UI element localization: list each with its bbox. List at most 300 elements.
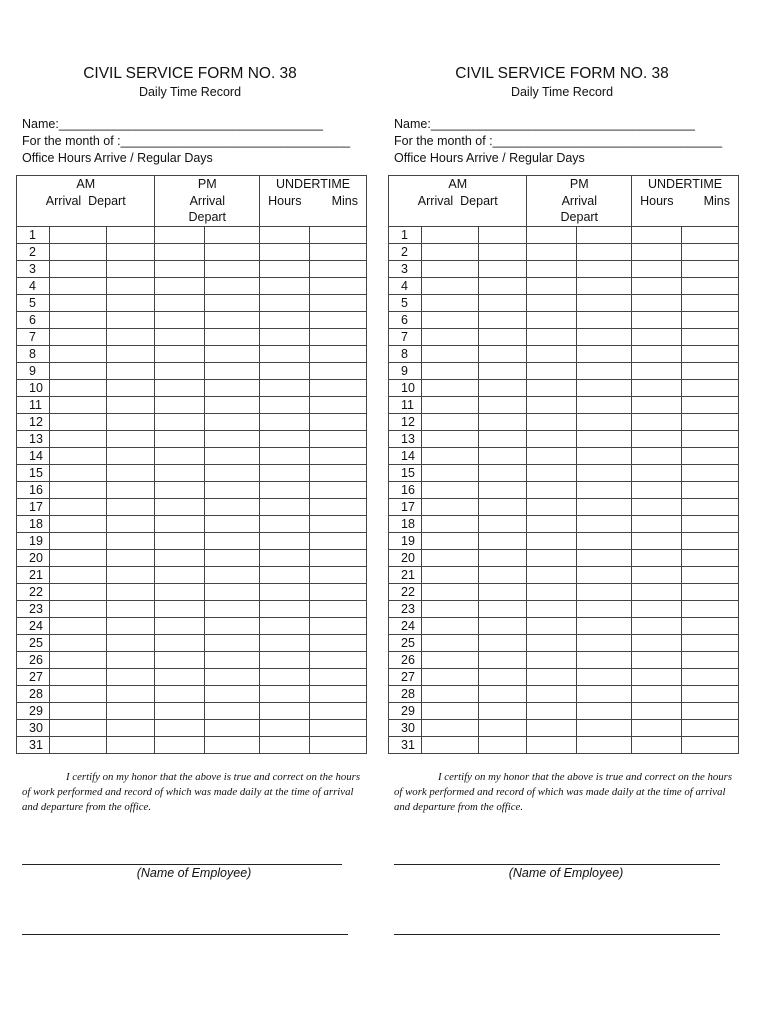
time-entry-cell[interactable] xyxy=(682,720,739,737)
time-entry-cell[interactable] xyxy=(421,584,478,601)
time-entry-cell[interactable] xyxy=(205,516,260,533)
time-entry-cell[interactable] xyxy=(577,397,632,414)
time-entry-cell[interactable] xyxy=(155,737,205,754)
time-entry-cell[interactable] xyxy=(155,380,205,397)
time-entry-cell[interactable] xyxy=(310,703,367,720)
time-entry-cell[interactable] xyxy=(106,533,155,550)
time-entry-cell[interactable] xyxy=(205,227,260,244)
time-entry-cell[interactable] xyxy=(205,278,260,295)
time-entry-cell[interactable] xyxy=(632,227,682,244)
time-entry-cell[interactable] xyxy=(478,737,527,754)
time-entry-cell[interactable] xyxy=(205,312,260,329)
time-entry-cell[interactable] xyxy=(682,567,739,584)
time-entry-cell[interactable] xyxy=(527,227,577,244)
time-entry-cell[interactable] xyxy=(310,635,367,652)
time-entry-cell[interactable] xyxy=(155,414,205,431)
time-entry-cell[interactable] xyxy=(205,482,260,499)
time-entry-cell[interactable] xyxy=(632,261,682,278)
time-entry-cell[interactable] xyxy=(310,686,367,703)
time-entry-cell[interactable] xyxy=(527,431,577,448)
time-entry-cell[interactable] xyxy=(527,499,577,516)
time-entry-cell[interactable] xyxy=(421,278,478,295)
time-entry-cell[interactable] xyxy=(49,686,106,703)
time-entry-cell[interactable] xyxy=(632,482,682,499)
time-entry-cell[interactable] xyxy=(260,533,310,550)
time-entry-cell[interactable] xyxy=(682,329,739,346)
time-entry-cell[interactable] xyxy=(632,516,682,533)
time-entry-cell[interactable] xyxy=(421,397,478,414)
time-entry-cell[interactable] xyxy=(421,329,478,346)
time-entry-cell[interactable] xyxy=(155,431,205,448)
time-entry-cell[interactable] xyxy=(106,465,155,482)
time-entry-cell[interactable] xyxy=(49,295,106,312)
time-entry-cell[interactable] xyxy=(577,227,632,244)
time-entry-cell[interactable] xyxy=(682,601,739,618)
time-entry-cell[interactable] xyxy=(260,397,310,414)
time-entry-cell[interactable] xyxy=(155,465,205,482)
time-entry-cell[interactable] xyxy=(205,567,260,584)
time-entry-cell[interactable] xyxy=(260,414,310,431)
time-entry-cell[interactable] xyxy=(682,227,739,244)
time-entry-cell[interactable] xyxy=(527,601,577,618)
time-entry-cell[interactable] xyxy=(682,499,739,516)
time-entry-cell[interactable] xyxy=(260,363,310,380)
time-entry-cell[interactable] xyxy=(682,431,739,448)
time-entry-cell[interactable] xyxy=(260,227,310,244)
time-entry-cell[interactable] xyxy=(260,346,310,363)
time-entry-cell[interactable] xyxy=(421,244,478,261)
time-entry-cell[interactable] xyxy=(106,499,155,516)
time-entry-cell[interactable] xyxy=(49,669,106,686)
time-entry-cell[interactable] xyxy=(632,397,682,414)
time-entry-cell[interactable] xyxy=(155,618,205,635)
time-entry-cell[interactable] xyxy=(577,414,632,431)
time-entry-cell[interactable] xyxy=(577,516,632,533)
time-entry-cell[interactable] xyxy=(577,244,632,261)
time-entry-cell[interactable] xyxy=(577,635,632,652)
time-entry-cell[interactable] xyxy=(421,448,478,465)
time-entry-cell[interactable] xyxy=(527,635,577,652)
time-entry-cell[interactable] xyxy=(310,380,367,397)
time-entry-cell[interactable] xyxy=(49,227,106,244)
time-entry-cell[interactable] xyxy=(527,550,577,567)
time-entry-cell[interactable] xyxy=(155,312,205,329)
time-entry-cell[interactable] xyxy=(310,533,367,550)
time-entry-cell[interactable] xyxy=(577,703,632,720)
time-entry-cell[interactable] xyxy=(421,431,478,448)
time-entry-cell[interactable] xyxy=(577,737,632,754)
time-entry-cell[interactable] xyxy=(527,397,577,414)
time-entry-cell[interactable] xyxy=(260,380,310,397)
time-entry-cell[interactable] xyxy=(49,363,106,380)
time-entry-cell[interactable] xyxy=(632,652,682,669)
time-entry-cell[interactable] xyxy=(478,567,527,584)
time-entry-cell[interactable] xyxy=(155,584,205,601)
time-entry-cell[interactable] xyxy=(49,329,106,346)
time-entry-cell[interactable] xyxy=(260,720,310,737)
time-entry-cell[interactable] xyxy=(682,448,739,465)
time-entry-cell[interactable] xyxy=(260,669,310,686)
time-entry-cell[interactable] xyxy=(310,669,367,686)
time-entry-cell[interactable] xyxy=(310,278,367,295)
time-entry-cell[interactable] xyxy=(106,363,155,380)
time-entry-cell[interactable] xyxy=(49,431,106,448)
time-entry-cell[interactable] xyxy=(478,346,527,363)
time-entry-cell[interactable] xyxy=(106,652,155,669)
time-entry-cell[interactable] xyxy=(49,499,106,516)
time-entry-cell[interactable] xyxy=(155,227,205,244)
time-entry-cell[interactable] xyxy=(478,703,527,720)
time-entry-cell[interactable] xyxy=(49,720,106,737)
time-entry-cell[interactable] xyxy=(310,720,367,737)
time-entry-cell[interactable] xyxy=(527,329,577,346)
time-entry-cell[interactable] xyxy=(682,312,739,329)
time-entry-cell[interactable] xyxy=(155,448,205,465)
time-entry-cell[interactable] xyxy=(106,380,155,397)
time-entry-cell[interactable] xyxy=(632,584,682,601)
time-entry-cell[interactable] xyxy=(260,295,310,312)
time-entry-cell[interactable] xyxy=(106,346,155,363)
time-entry-cell[interactable] xyxy=(205,295,260,312)
time-entry-cell[interactable] xyxy=(49,482,106,499)
time-entry-cell[interactable] xyxy=(155,703,205,720)
time-entry-cell[interactable] xyxy=(106,635,155,652)
time-entry-cell[interactable] xyxy=(682,703,739,720)
time-entry-cell[interactable] xyxy=(106,312,155,329)
time-entry-cell[interactable] xyxy=(478,278,527,295)
time-entry-cell[interactable] xyxy=(478,295,527,312)
time-entry-cell[interactable] xyxy=(260,482,310,499)
time-entry-cell[interactable] xyxy=(478,448,527,465)
time-entry-cell[interactable] xyxy=(478,312,527,329)
time-entry-cell[interactable] xyxy=(49,567,106,584)
time-entry-cell[interactable] xyxy=(632,312,682,329)
time-entry-cell[interactable] xyxy=(577,380,632,397)
time-entry-cell[interactable] xyxy=(577,652,632,669)
time-entry-cell[interactable] xyxy=(155,686,205,703)
time-entry-cell[interactable] xyxy=(205,380,260,397)
time-entry-cell[interactable] xyxy=(527,482,577,499)
time-entry-cell[interactable] xyxy=(49,397,106,414)
time-entry-cell[interactable] xyxy=(49,601,106,618)
time-entry-cell[interactable] xyxy=(478,720,527,737)
time-entry-cell[interactable] xyxy=(577,686,632,703)
time-entry-cell[interactable] xyxy=(155,720,205,737)
time-entry-cell[interactable] xyxy=(478,652,527,669)
time-entry-cell[interactable] xyxy=(155,516,205,533)
time-entry-cell[interactable] xyxy=(205,737,260,754)
time-entry-cell[interactable] xyxy=(527,618,577,635)
time-entry-cell[interactable] xyxy=(527,465,577,482)
time-entry-cell[interactable] xyxy=(478,550,527,567)
time-entry-cell[interactable] xyxy=(421,380,478,397)
time-entry-cell[interactable] xyxy=(421,312,478,329)
time-entry-cell[interactable] xyxy=(310,584,367,601)
time-entry-cell[interactable] xyxy=(421,686,478,703)
time-entry-cell[interactable] xyxy=(49,550,106,567)
time-entry-cell[interactable] xyxy=(155,363,205,380)
time-entry-cell[interactable] xyxy=(577,720,632,737)
time-entry-cell[interactable] xyxy=(577,448,632,465)
time-entry-cell[interactable] xyxy=(310,550,367,567)
time-entry-cell[interactable] xyxy=(577,499,632,516)
time-entry-cell[interactable] xyxy=(478,516,527,533)
time-entry-cell[interactable] xyxy=(310,346,367,363)
time-entry-cell[interactable] xyxy=(106,261,155,278)
time-entry-cell[interactable] xyxy=(49,618,106,635)
time-entry-cell[interactable] xyxy=(205,244,260,261)
time-entry-cell[interactable] xyxy=(310,448,367,465)
time-entry-cell[interactable] xyxy=(205,652,260,669)
time-entry-cell[interactable] xyxy=(527,244,577,261)
time-entry-cell[interactable] xyxy=(527,686,577,703)
time-entry-cell[interactable] xyxy=(260,737,310,754)
time-entry-cell[interactable] xyxy=(577,261,632,278)
time-entry-cell[interactable] xyxy=(632,380,682,397)
time-entry-cell[interactable] xyxy=(682,533,739,550)
time-entry-cell[interactable] xyxy=(49,635,106,652)
time-entry-cell[interactable] xyxy=(310,601,367,618)
time-entry-cell[interactable] xyxy=(632,295,682,312)
time-entry-cell[interactable] xyxy=(310,482,367,499)
time-entry-cell[interactable] xyxy=(682,380,739,397)
time-entry-cell[interactable] xyxy=(577,584,632,601)
time-entry-cell[interactable] xyxy=(632,414,682,431)
time-entry-cell[interactable] xyxy=(205,397,260,414)
time-entry-cell[interactable] xyxy=(310,465,367,482)
time-entry-cell[interactable] xyxy=(155,295,205,312)
time-entry-cell[interactable] xyxy=(682,550,739,567)
time-entry-cell[interactable] xyxy=(682,516,739,533)
time-entry-cell[interactable] xyxy=(632,329,682,346)
time-entry-cell[interactable] xyxy=(106,669,155,686)
time-entry-cell[interactable] xyxy=(155,635,205,652)
time-entry-cell[interactable] xyxy=(577,601,632,618)
time-entry-cell[interactable] xyxy=(49,278,106,295)
time-entry-cell[interactable] xyxy=(260,686,310,703)
time-entry-cell[interactable] xyxy=(682,261,739,278)
time-entry-cell[interactable] xyxy=(260,601,310,618)
time-entry-cell[interactable] xyxy=(310,499,367,516)
time-entry-cell[interactable] xyxy=(106,737,155,754)
time-entry-cell[interactable] xyxy=(49,703,106,720)
time-entry-cell[interactable] xyxy=(49,261,106,278)
time-entry-cell[interactable] xyxy=(106,618,155,635)
time-entry-cell[interactable] xyxy=(155,329,205,346)
time-entry-cell[interactable] xyxy=(260,584,310,601)
time-entry-cell[interactable] xyxy=(632,431,682,448)
time-entry-cell[interactable] xyxy=(205,720,260,737)
time-entry-cell[interactable] xyxy=(478,584,527,601)
time-entry-cell[interactable] xyxy=(527,295,577,312)
time-entry-cell[interactable] xyxy=(577,312,632,329)
time-entry-cell[interactable] xyxy=(310,567,367,584)
time-entry-cell[interactable] xyxy=(682,686,739,703)
time-entry-cell[interactable] xyxy=(260,618,310,635)
time-entry-cell[interactable] xyxy=(260,244,310,261)
time-entry-cell[interactable] xyxy=(478,618,527,635)
time-entry-cell[interactable] xyxy=(527,584,577,601)
time-entry-cell[interactable] xyxy=(205,363,260,380)
time-entry-cell[interactable] xyxy=(155,550,205,567)
time-entry-cell[interactable] xyxy=(478,686,527,703)
time-entry-cell[interactable] xyxy=(421,414,478,431)
time-entry-cell[interactable] xyxy=(577,533,632,550)
time-entry-cell[interactable] xyxy=(49,516,106,533)
time-entry-cell[interactable] xyxy=(527,567,577,584)
time-entry-cell[interactable] xyxy=(682,465,739,482)
time-entry-cell[interactable] xyxy=(260,431,310,448)
time-entry-cell[interactable] xyxy=(310,244,367,261)
time-entry-cell[interactable] xyxy=(106,414,155,431)
time-entry-cell[interactable] xyxy=(49,448,106,465)
time-entry-cell[interactable] xyxy=(478,669,527,686)
time-entry-cell[interactable] xyxy=(310,227,367,244)
time-entry-cell[interactable] xyxy=(527,533,577,550)
time-entry-cell[interactable] xyxy=(310,652,367,669)
time-entry-cell[interactable] xyxy=(106,703,155,720)
time-entry-cell[interactable] xyxy=(310,312,367,329)
time-entry-cell[interactable] xyxy=(682,737,739,754)
time-entry-cell[interactable] xyxy=(632,499,682,516)
time-entry-cell[interactable] xyxy=(205,346,260,363)
time-entry-cell[interactable] xyxy=(49,737,106,754)
time-entry-cell[interactable] xyxy=(106,329,155,346)
time-entry-cell[interactable] xyxy=(527,516,577,533)
time-entry-cell[interactable] xyxy=(527,652,577,669)
time-entry-cell[interactable] xyxy=(205,703,260,720)
time-entry-cell[interactable] xyxy=(106,295,155,312)
time-entry-cell[interactable] xyxy=(49,584,106,601)
time-entry-cell[interactable] xyxy=(49,652,106,669)
time-entry-cell[interactable] xyxy=(632,601,682,618)
time-entry-cell[interactable] xyxy=(260,448,310,465)
time-entry-cell[interactable] xyxy=(632,244,682,261)
time-entry-cell[interactable] xyxy=(49,244,106,261)
time-entry-cell[interactable] xyxy=(310,363,367,380)
time-entry-cell[interactable] xyxy=(632,448,682,465)
time-entry-cell[interactable] xyxy=(421,720,478,737)
time-entry-cell[interactable] xyxy=(106,686,155,703)
time-entry-cell[interactable] xyxy=(632,720,682,737)
time-entry-cell[interactable] xyxy=(478,227,527,244)
time-entry-cell[interactable] xyxy=(421,635,478,652)
time-entry-cell[interactable] xyxy=(260,567,310,584)
time-entry-cell[interactable] xyxy=(577,465,632,482)
time-entry-cell[interactable] xyxy=(527,278,577,295)
time-entry-cell[interactable] xyxy=(478,329,527,346)
time-entry-cell[interactable] xyxy=(478,397,527,414)
time-entry-cell[interactable] xyxy=(421,737,478,754)
time-entry-cell[interactable] xyxy=(478,431,527,448)
time-entry-cell[interactable] xyxy=(260,465,310,482)
time-entry-cell[interactable] xyxy=(421,499,478,516)
time-entry-cell[interactable] xyxy=(632,278,682,295)
time-entry-cell[interactable] xyxy=(310,397,367,414)
time-entry-cell[interactable] xyxy=(527,703,577,720)
time-entry-cell[interactable] xyxy=(682,652,739,669)
time-entry-cell[interactable] xyxy=(527,312,577,329)
time-entry-cell[interactable] xyxy=(527,346,577,363)
time-entry-cell[interactable] xyxy=(577,346,632,363)
time-entry-cell[interactable] xyxy=(155,244,205,261)
time-entry-cell[interactable] xyxy=(106,397,155,414)
time-entry-cell[interactable] xyxy=(478,499,527,516)
time-entry-cell[interactable] xyxy=(106,278,155,295)
time-entry-cell[interactable] xyxy=(478,363,527,380)
time-entry-cell[interactable] xyxy=(577,669,632,686)
time-entry-cell[interactable] xyxy=(49,465,106,482)
time-entry-cell[interactable] xyxy=(106,601,155,618)
time-entry-cell[interactable] xyxy=(106,482,155,499)
time-entry-cell[interactable] xyxy=(310,737,367,754)
time-entry-cell[interactable] xyxy=(310,431,367,448)
time-entry-cell[interactable] xyxy=(155,499,205,516)
time-entry-cell[interactable] xyxy=(106,550,155,567)
time-entry-cell[interactable] xyxy=(310,414,367,431)
time-entry-cell[interactable] xyxy=(205,533,260,550)
time-entry-cell[interactable] xyxy=(632,465,682,482)
time-entry-cell[interactable] xyxy=(682,635,739,652)
time-entry-cell[interactable] xyxy=(421,652,478,669)
time-entry-cell[interactable] xyxy=(682,363,739,380)
time-entry-cell[interactable] xyxy=(421,346,478,363)
time-entry-cell[interactable] xyxy=(632,363,682,380)
time-entry-cell[interactable] xyxy=(205,465,260,482)
time-entry-cell[interactable] xyxy=(478,261,527,278)
time-entry-cell[interactable] xyxy=(106,227,155,244)
time-entry-cell[interactable] xyxy=(478,601,527,618)
time-entry-cell[interactable] xyxy=(682,346,739,363)
time-entry-cell[interactable] xyxy=(421,550,478,567)
time-entry-cell[interactable] xyxy=(577,550,632,567)
time-entry-cell[interactable] xyxy=(310,516,367,533)
time-entry-cell[interactable] xyxy=(260,550,310,567)
time-entry-cell[interactable] xyxy=(421,618,478,635)
time-entry-cell[interactable] xyxy=(527,448,577,465)
time-entry-cell[interactable] xyxy=(205,261,260,278)
time-entry-cell[interactable] xyxy=(478,414,527,431)
time-entry-cell[interactable] xyxy=(205,686,260,703)
time-entry-cell[interactable] xyxy=(310,295,367,312)
time-entry-cell[interactable] xyxy=(260,635,310,652)
time-entry-cell[interactable] xyxy=(205,329,260,346)
time-entry-cell[interactable] xyxy=(478,380,527,397)
time-entry-cell[interactable] xyxy=(155,261,205,278)
time-entry-cell[interactable] xyxy=(205,584,260,601)
time-entry-cell[interactable] xyxy=(632,618,682,635)
time-entry-cell[interactable] xyxy=(632,550,682,567)
time-entry-cell[interactable] xyxy=(260,516,310,533)
time-entry-cell[interactable] xyxy=(421,295,478,312)
time-entry-cell[interactable] xyxy=(106,448,155,465)
time-entry-cell[interactable] xyxy=(106,720,155,737)
time-entry-cell[interactable] xyxy=(205,448,260,465)
time-entry-cell[interactable] xyxy=(106,516,155,533)
time-entry-cell[interactable] xyxy=(310,261,367,278)
time-entry-cell[interactable] xyxy=(478,465,527,482)
time-entry-cell[interactable] xyxy=(632,567,682,584)
time-entry-cell[interactable] xyxy=(577,363,632,380)
time-entry-cell[interactable] xyxy=(205,431,260,448)
time-entry-cell[interactable] xyxy=(527,261,577,278)
time-entry-cell[interactable] xyxy=(260,261,310,278)
time-entry-cell[interactable] xyxy=(421,465,478,482)
time-entry-cell[interactable] xyxy=(682,244,739,261)
time-entry-cell[interactable] xyxy=(106,584,155,601)
time-entry-cell[interactable] xyxy=(632,533,682,550)
time-entry-cell[interactable] xyxy=(260,499,310,516)
